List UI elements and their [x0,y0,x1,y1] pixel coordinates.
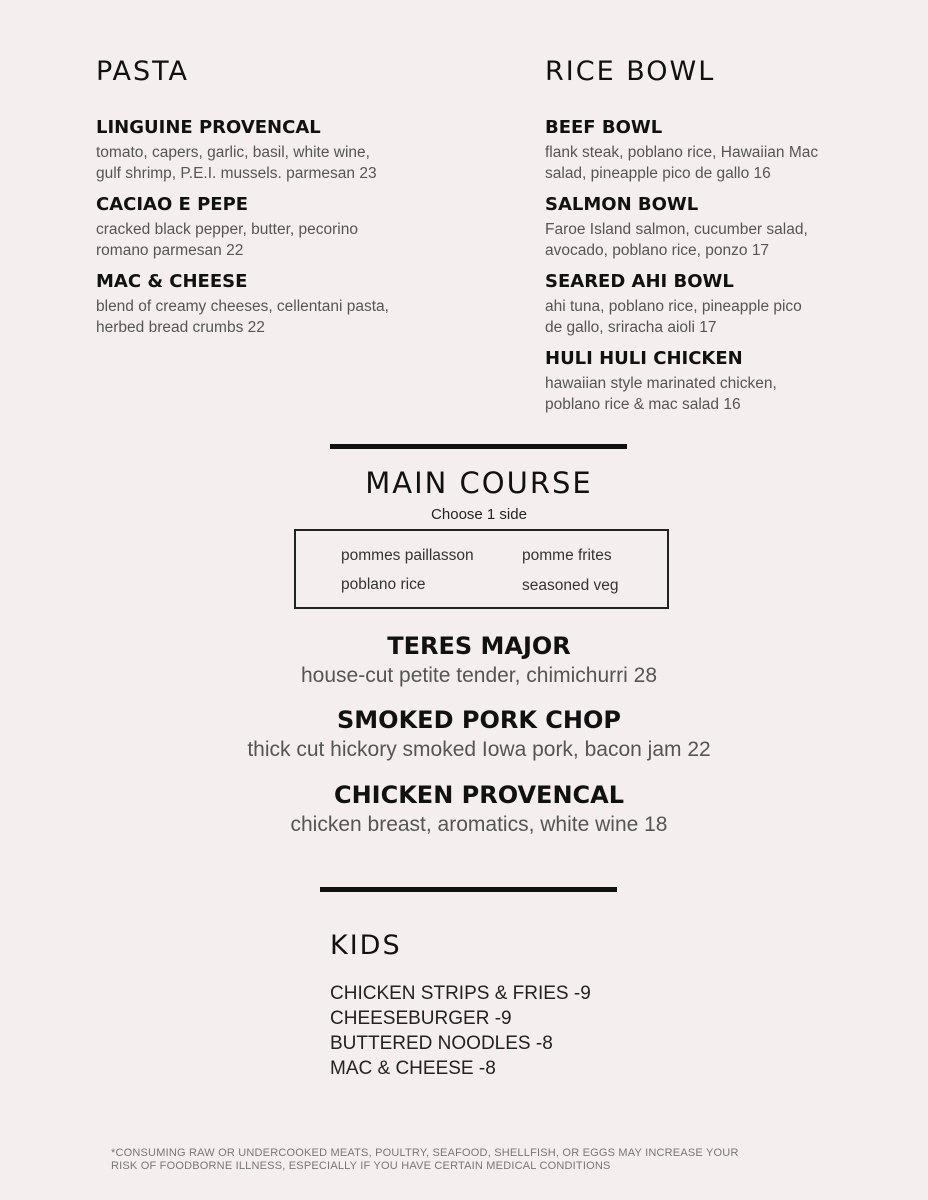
side-option: seasoned veg [522,577,619,594]
item-name: HULI HULI CHICKEN [545,348,743,369]
kids-title: KIDS [330,930,402,961]
side-option: poblano rice [341,576,426,593]
item-desc-line: tomato, capers, garlic, basil, white wine, [96,144,370,161]
main-course-item [0,706,928,762]
pasta-title: PASTA [96,56,190,87]
item-desc-line: hawaiian style marinated chicken, [545,375,777,392]
menu-item [545,348,885,415]
menu-item [96,271,436,338]
item-name: CACIAO E PEPE [96,194,249,215]
kids-item: CHEESEBURGER -9 [330,1008,512,1029]
item-desc-line: cracked black pepper, butter, pecorino [96,221,358,238]
item-desc [96,296,436,338]
section-divider [320,887,617,892]
kids-list [330,981,730,1081]
kids-item: CHICKEN STRIPS & FRIES -9 [330,983,591,1004]
item-desc-line: romano parmesan 22 [96,242,244,259]
item-desc-line: de gallo, sriracha aioli 17 [545,319,717,336]
kids-item: BUTTERED NOODLES -8 [330,1033,553,1054]
item-name: CHICKEN PROVENCAL [333,781,625,809]
item-name: TERES MAJOR [387,632,571,660]
item-name: LINGUINE PROVENCAL [96,117,321,138]
menu-item [545,117,885,184]
main-course-title: MAIN COURSE [365,466,593,500]
menu-item [545,194,885,261]
pasta-section [96,56,436,348]
item-desc [545,219,885,261]
item-name: SMOKED PORK CHOP [337,706,621,734]
rice-bowl-section [545,56,885,425]
item-desc-line: ahi tuna, poblano rice, pineapple pico [545,298,802,315]
item-name: BEEF BOWL [545,117,663,138]
menu-item [545,271,885,338]
side-option: pomme frites [522,547,612,564]
item-desc [96,219,436,261]
item-desc: chicken breast, aromatics, white wine 18 [290,813,668,836]
item-desc [96,142,436,184]
main-course-subtitle: Choose 1 side [431,506,527,523]
kids-item: MAC & CHEESE -8 [330,1058,496,1079]
item-desc-line: avocado, poblano rice, ponzo 17 [545,242,770,259]
item-desc [545,296,885,338]
main-course-item [0,632,928,688]
side-option: pommes paillasson [341,547,474,564]
menu-item [96,194,436,261]
item-desc: thick cut hickory smoked Iowa pork, bacon jam 22 [247,738,711,761]
disclaimer [111,1147,831,1173]
main-course-header [0,466,928,523]
rice-bowl-list [545,117,885,415]
item-name: SEARED AHI BOWL [545,271,734,292]
item-desc-line: blend of creamy cheeses, cellentani pasta, [96,298,389,315]
item-desc-line: flank steak, poblano rice, Hawaiian Mac [545,144,819,161]
item-desc-line: Faroe Island salmon, cucumber salad, [545,221,808,238]
item-desc [545,142,885,184]
item-desc-line: herbed bread crumbs 22 [96,319,265,336]
item-desc [545,373,885,415]
item-desc-line: gulf shrimp, P.E.I. mussels. parmesan 23 [96,165,377,182]
rice-bowl-title: RICE BOWL [545,56,716,87]
pasta-list [96,117,436,338]
item-desc-line: salad, pineapple pico de gallo 16 [545,165,771,182]
disclaimer-line: RISK OF FOODBORNE ILLNESS, ESPECIALLY IF YOU HAVE CERTAIN MEDICAL CONDITIONS [111,1160,611,1172]
kids-section [330,930,730,1081]
sides-box [294,529,669,609]
section-divider [330,444,627,449]
disclaimer-line: *CONSUMING RAW OR UNDERCOOKED MEATS, POULTRY, SEAFOOD, SHELLFISH, OR EGGS MAY INCREASE YOUR [111,1147,739,1159]
item-name: MAC & CHEESE [96,271,248,292]
item-desc: house-cut petite tender, chimichurri 28 [300,664,658,687]
item-desc-line: poblano rice & mac salad 16 [545,396,741,413]
main-course-item [0,781,928,837]
menu-item [96,117,436,184]
item-name: SALMON BOWL [545,194,699,215]
